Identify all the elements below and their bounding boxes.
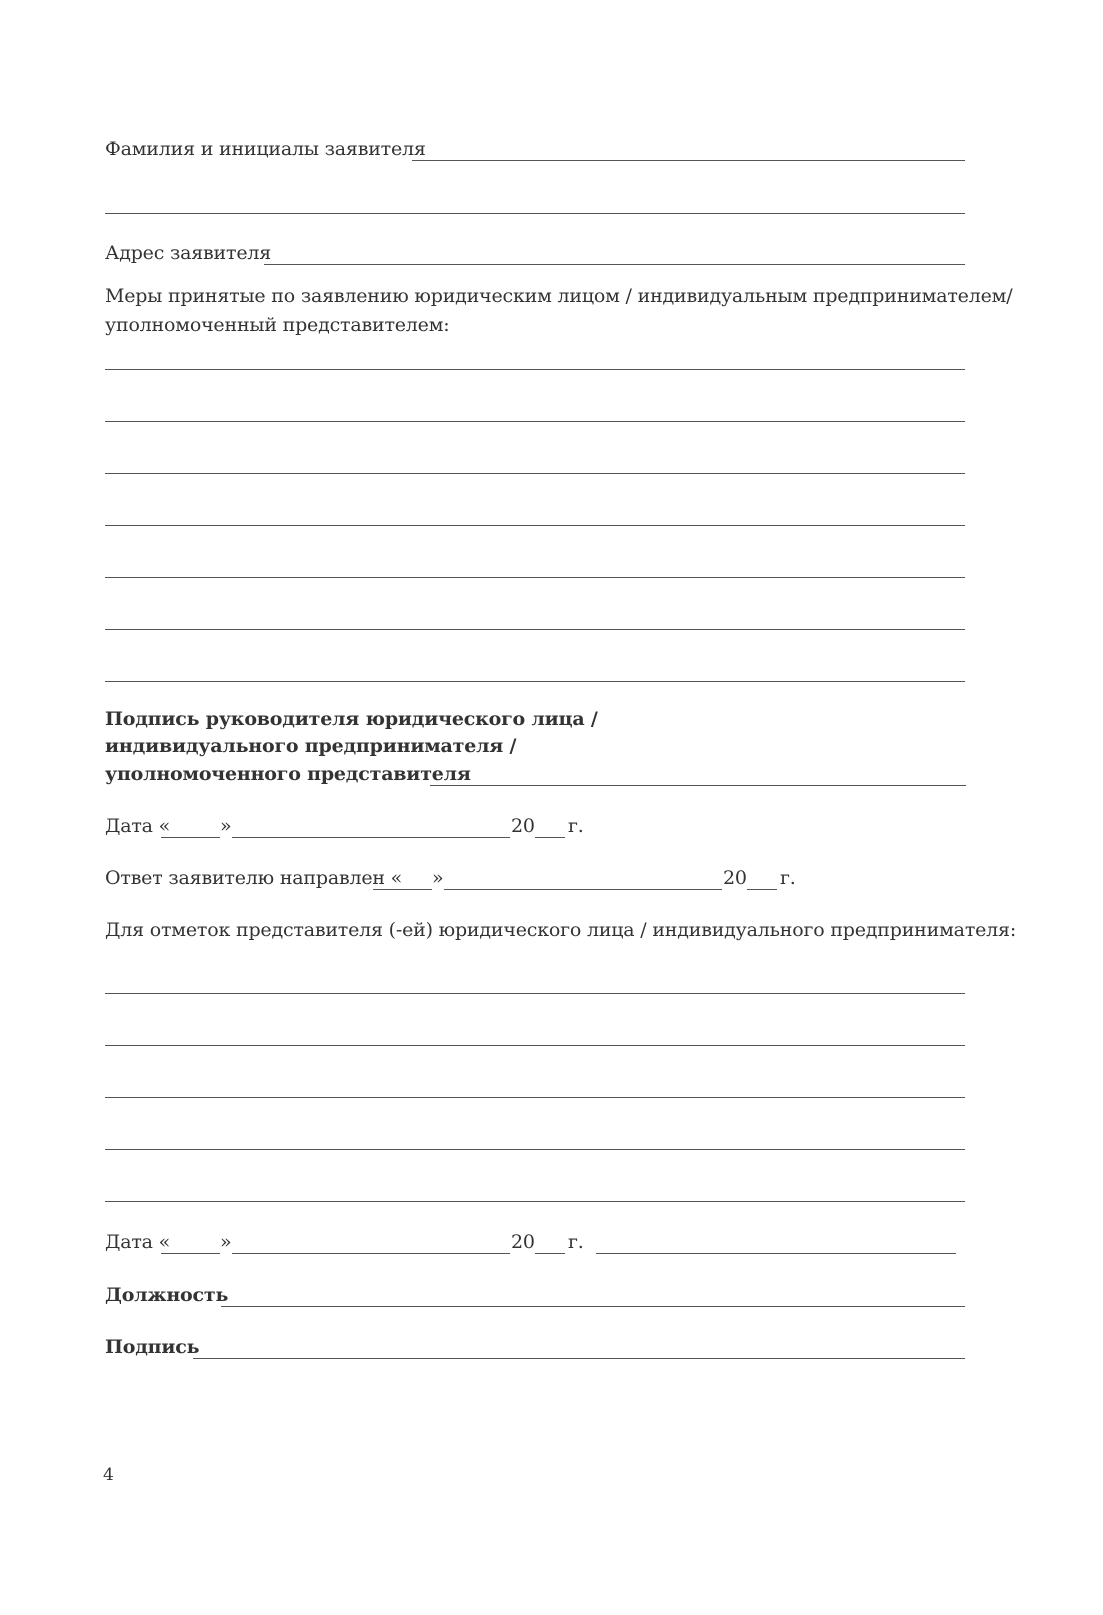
notes-line-1[interactable]: [105, 993, 965, 994]
signature-block-line3: уполномоченного представителя: [105, 763, 471, 785]
date1-year-field[interactable]: [535, 837, 565, 838]
date2-year-field[interactable]: [535, 1253, 565, 1254]
response-year-suffix: г.: [780, 867, 796, 889]
head-signature-field[interactable]: [430, 785, 966, 786]
date2-day-field[interactable]: [161, 1253, 220, 1254]
signature-field[interactable]: [193, 1358, 965, 1359]
measures-line-6[interactable]: [105, 629, 965, 630]
measures-line-3[interactable]: [105, 473, 965, 474]
response-close-quote: »: [432, 867, 444, 889]
response-year-field[interactable]: [747, 889, 777, 890]
applicant-name-label: Фамилия и инициалы заявителя: [105, 138, 426, 160]
response-label: Ответ заявителю направлен «: [105, 867, 403, 889]
response-year-prefix: 20: [723, 867, 747, 889]
applicant-name-field[interactable]: [412, 160, 965, 161]
signature-label: Подпись: [105, 1336, 200, 1358]
date2-month-field[interactable]: [232, 1253, 510, 1254]
position-label: Должность: [105, 1284, 229, 1306]
measures-line-5[interactable]: [105, 577, 965, 578]
notes-line-3[interactable]: [105, 1097, 965, 1098]
response-month-field[interactable]: [444, 889, 722, 890]
date1-year-suffix: г.: [568, 815, 584, 837]
notes-line-4[interactable]: [105, 1149, 965, 1150]
position-field[interactable]: [221, 1306, 965, 1307]
measures-line-4[interactable]: [105, 525, 965, 526]
response-day-field[interactable]: [373, 889, 432, 890]
notes-line-2[interactable]: [105, 1045, 965, 1046]
date1-year-prefix: 20: [511, 815, 535, 837]
date2-year-prefix: 20: [511, 1231, 535, 1253]
notes-label: Для отметок представителя (-ей) юридического лица / индивидуального предпринимателя:: [105, 919, 1017, 941]
applicant-address-label: Адрес заявителя: [105, 242, 272, 264]
date2-signature-field[interactable]: [596, 1253, 956, 1254]
notes-line-5[interactable]: [105, 1201, 965, 1202]
date1-close-quote: »: [220, 815, 232, 837]
measures-line-7[interactable]: [105, 681, 965, 682]
date1-month-field[interactable]: [232, 837, 510, 838]
date2-label: Дата «: [105, 1231, 171, 1253]
signature-block-line1: Подпись руководителя юридического лица /: [105, 708, 598, 730]
measures-line-2[interactable]: [105, 421, 965, 422]
date1-label: Дата «: [105, 815, 171, 837]
date2-year-suffix: г.: [568, 1231, 584, 1253]
measures-label-line2: уполномоченный представителем:: [105, 314, 450, 336]
signature-block-line2: индивидуального предпринимателя /: [105, 735, 517, 757]
applicant-name-field-continued[interactable]: [105, 213, 965, 214]
page-number: 4: [103, 1465, 114, 1485]
date2-close-quote: »: [220, 1231, 232, 1253]
applicant-address-field[interactable]: [264, 264, 965, 265]
measures-label-line1: Меры принятые по заявлению юридическим лицом / индивидуальным предпринимателем/: [105, 285, 1013, 307]
measures-line-1[interactable]: [105, 369, 965, 370]
date1-day-field[interactable]: [161, 837, 220, 838]
